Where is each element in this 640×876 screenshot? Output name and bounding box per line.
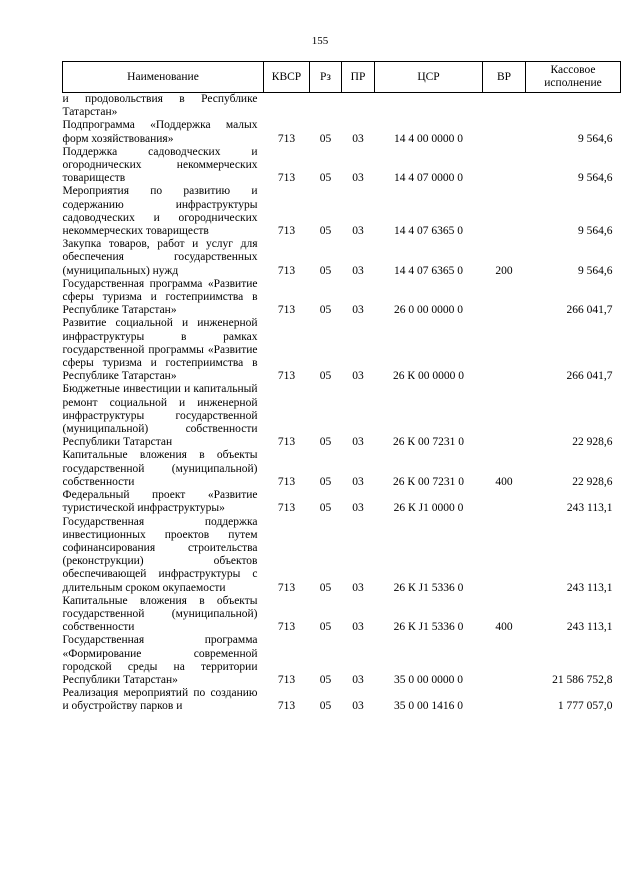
row-kvsr: 713 <box>277 225 296 238</box>
row-pr: 03 <box>352 700 364 713</box>
table-row <box>63 489 621 515</box>
row-csr <box>375 93 483 120</box>
row-kvsr: 713 <box>277 581 296 594</box>
row-csr: 35 0 00 0000 0 <box>394 673 463 686</box>
row-kvsr: 713 <box>277 475 296 488</box>
row-kvsr: 713 <box>277 304 296 317</box>
row-rz: 05 <box>319 475 332 488</box>
row-pr: 03 <box>352 304 364 317</box>
row-vr <box>483 516 526 595</box>
row-csr: 26 К J1 0000 0 <box>393 502 464 515</box>
row-rz: 05 <box>319 264 332 277</box>
row-name: Капитальные вложения в объекты государственной (муниципальной) собственности <box>62 594 258 634</box>
row-csr: 26 К 00 0000 0 <box>393 370 464 383</box>
row-sum: 243 113,1 <box>566 581 613 594</box>
table-row <box>63 516 621 595</box>
table-row <box>63 687 621 713</box>
row-kvsr: 713 <box>277 132 296 145</box>
row-vr <box>483 687 526 713</box>
row-kvsr: 713 <box>277 436 296 449</box>
row-pr: 03 <box>352 264 364 277</box>
row-pr: 03 <box>352 475 364 488</box>
table-header <box>63 62 621 93</box>
table-row <box>63 634 621 687</box>
row-rz: 05 <box>319 132 332 145</box>
row-vr <box>483 317 526 383</box>
row-rz: 05 <box>319 673 332 686</box>
row-sum: 266 041,7 <box>566 370 613 383</box>
row-pr: 03 <box>352 132 364 145</box>
row-vr <box>483 489 526 515</box>
row-kvsr: 713 <box>277 621 296 634</box>
table-row <box>63 185 621 238</box>
row-pr <box>342 93 375 120</box>
header-name: Наименование <box>63 62 264 93</box>
row-rz: 05 <box>319 581 332 594</box>
row-pr: 03 <box>352 370 364 383</box>
row-pr: 03 <box>352 225 364 238</box>
row-pr: 03 <box>352 502 364 515</box>
row-rz <box>310 93 342 120</box>
row-sum: 266 041,7 <box>566 304 613 317</box>
row-name: Мероприятия по развитию и содержанию инфраструктуры садоводческих и огороднических некоммерческих товариществ <box>62 185 258 238</box>
row-vr: 200 <box>495 264 513 277</box>
row-name: Подпрограмма «Поддержка малых форм хозяйствования» <box>62 119 258 145</box>
row-sum <box>526 93 621 120</box>
row-kvsr: 713 <box>277 264 296 277</box>
row-rz: 05 <box>319 304 332 317</box>
row-csr: 14 4 00 0000 0 <box>394 132 463 145</box>
row-name: Федеральный проект «Развитие туристической инфраструктуры» <box>62 489 258 515</box>
row-name: Государственная поддержка инвестиционных проектов путем софинансирования строительства (реконструкции) объектов обеспечивающей инфраструктуры с длительным сроком окупаемости <box>62 515 258 594</box>
row-name: Закупка товаров, работ и услуг для обеспечения государственных (муниципальных) нужд <box>62 238 258 277</box>
budget-table <box>62 61 621 714</box>
table-row <box>63 449 621 489</box>
row-vr <box>483 146 526 186</box>
header-rz: Рз <box>310 62 342 93</box>
row-name: и продовольствия в Республике Татарстан» <box>62 93 258 119</box>
row-csr: 14 4 07 6365 0 <box>394 225 463 238</box>
row-vr <box>483 93 526 120</box>
header-pr: ПР <box>342 62 375 93</box>
row-csr: 35 0 00 1416 0 <box>394 700 463 713</box>
row-rz: 05 <box>319 172 332 185</box>
table-row <box>63 238 621 278</box>
row-kvsr: 713 <box>277 673 296 686</box>
row-csr: 26 К J1 5336 0 <box>393 621 464 634</box>
row-pr: 03 <box>352 581 364 594</box>
header-sum: Кассовое исполнение <box>526 62 621 93</box>
row-sum: 243 113,1 <box>566 621 613 634</box>
header-kvsr: КВСР <box>264 62 310 93</box>
row-vr <box>483 383 526 449</box>
row-csr: 14 4 07 6365 0 <box>394 264 463 277</box>
page-number: 155 <box>311 35 329 47</box>
row-vr <box>483 119 526 145</box>
row-kvsr <box>264 93 310 120</box>
row-sum: 9 564,6 <box>578 225 613 238</box>
row-sum: 22 928,6 <box>572 475 613 488</box>
row-vr <box>483 278 526 318</box>
row-kvsr: 713 <box>277 700 296 713</box>
row-csr: 26 0 00 0000 0 <box>394 304 463 317</box>
row-name: Реализация мероприятий по созданию и обустройству парков и <box>62 687 258 713</box>
row-pr: 03 <box>352 172 364 185</box>
row-sum: 9 564,6 <box>578 264 613 277</box>
table-row <box>63 146 621 186</box>
row-vr: 400 <box>495 621 513 634</box>
row-sum: 9 564,6 <box>578 132 613 145</box>
row-pr: 03 <box>352 436 364 449</box>
table-row <box>63 278 621 318</box>
table-body <box>63 93 621 714</box>
row-kvsr: 713 <box>277 370 296 383</box>
header-csr: ЦСР <box>375 62 483 93</box>
table-row <box>63 317 621 383</box>
row-csr: 26 К 00 7231 0 <box>393 475 464 488</box>
row-vr: 400 <box>495 475 513 488</box>
table-row <box>63 383 621 449</box>
row-rz: 05 <box>319 225 332 238</box>
row-name: Развитие социальной и инженерной инфраструктуры в рамках государственной программы «Развитие сферы туризма и гостеприимства в Республике Татарстан» <box>62 317 258 383</box>
row-csr: 14 4 07 0000 0 <box>394 172 463 185</box>
row-csr: 26 К J1 5336 0 <box>393 581 464 594</box>
row-sum: 243 113,1 <box>566 502 613 515</box>
row-kvsr: 713 <box>277 172 296 185</box>
row-name: Государственная программа «Развитие сферы туризма и гостеприимства в Республике Татарстан» <box>62 277 258 317</box>
row-kvsr: 713 <box>277 502 296 515</box>
row-csr: 26 К 00 7231 0 <box>393 436 464 449</box>
row-rz: 05 <box>319 436 332 449</box>
row-sum: 9 564,6 <box>578 172 613 185</box>
row-rz: 05 <box>319 700 332 713</box>
row-vr <box>483 185 526 238</box>
table-row <box>63 119 621 145</box>
row-rz: 05 <box>319 370 332 383</box>
row-name: Государственная программа «Формирование современной городской среды на территории Республики Татарстан» <box>62 634 258 686</box>
row-name: Поддержка садоводческих и огороднических некоммерческих товариществ <box>62 145 258 185</box>
row-name: Капитальные вложения в объекты государственной (муниципальной) собственности <box>62 449 258 488</box>
row-pr: 03 <box>352 673 364 686</box>
row-vr <box>483 634 526 687</box>
header-vr: ВР <box>483 62 526 93</box>
row-sum: 1 777 057,0 <box>557 700 613 713</box>
table-row <box>63 93 621 120</box>
row-rz: 05 <box>319 502 332 515</box>
table-row <box>63 595 621 635</box>
row-sum: 22 928,6 <box>572 436 613 449</box>
row-name: Бюджетные инвестиции и капитальный ремонт социальной и инженерной инфраструктуры государственной (муниципальной) собственности Республики Татарстан <box>62 383 258 449</box>
row-rz: 05 <box>319 621 332 634</box>
row-pr: 03 <box>352 621 364 634</box>
row-sum: 21 586 752,8 <box>552 673 613 686</box>
